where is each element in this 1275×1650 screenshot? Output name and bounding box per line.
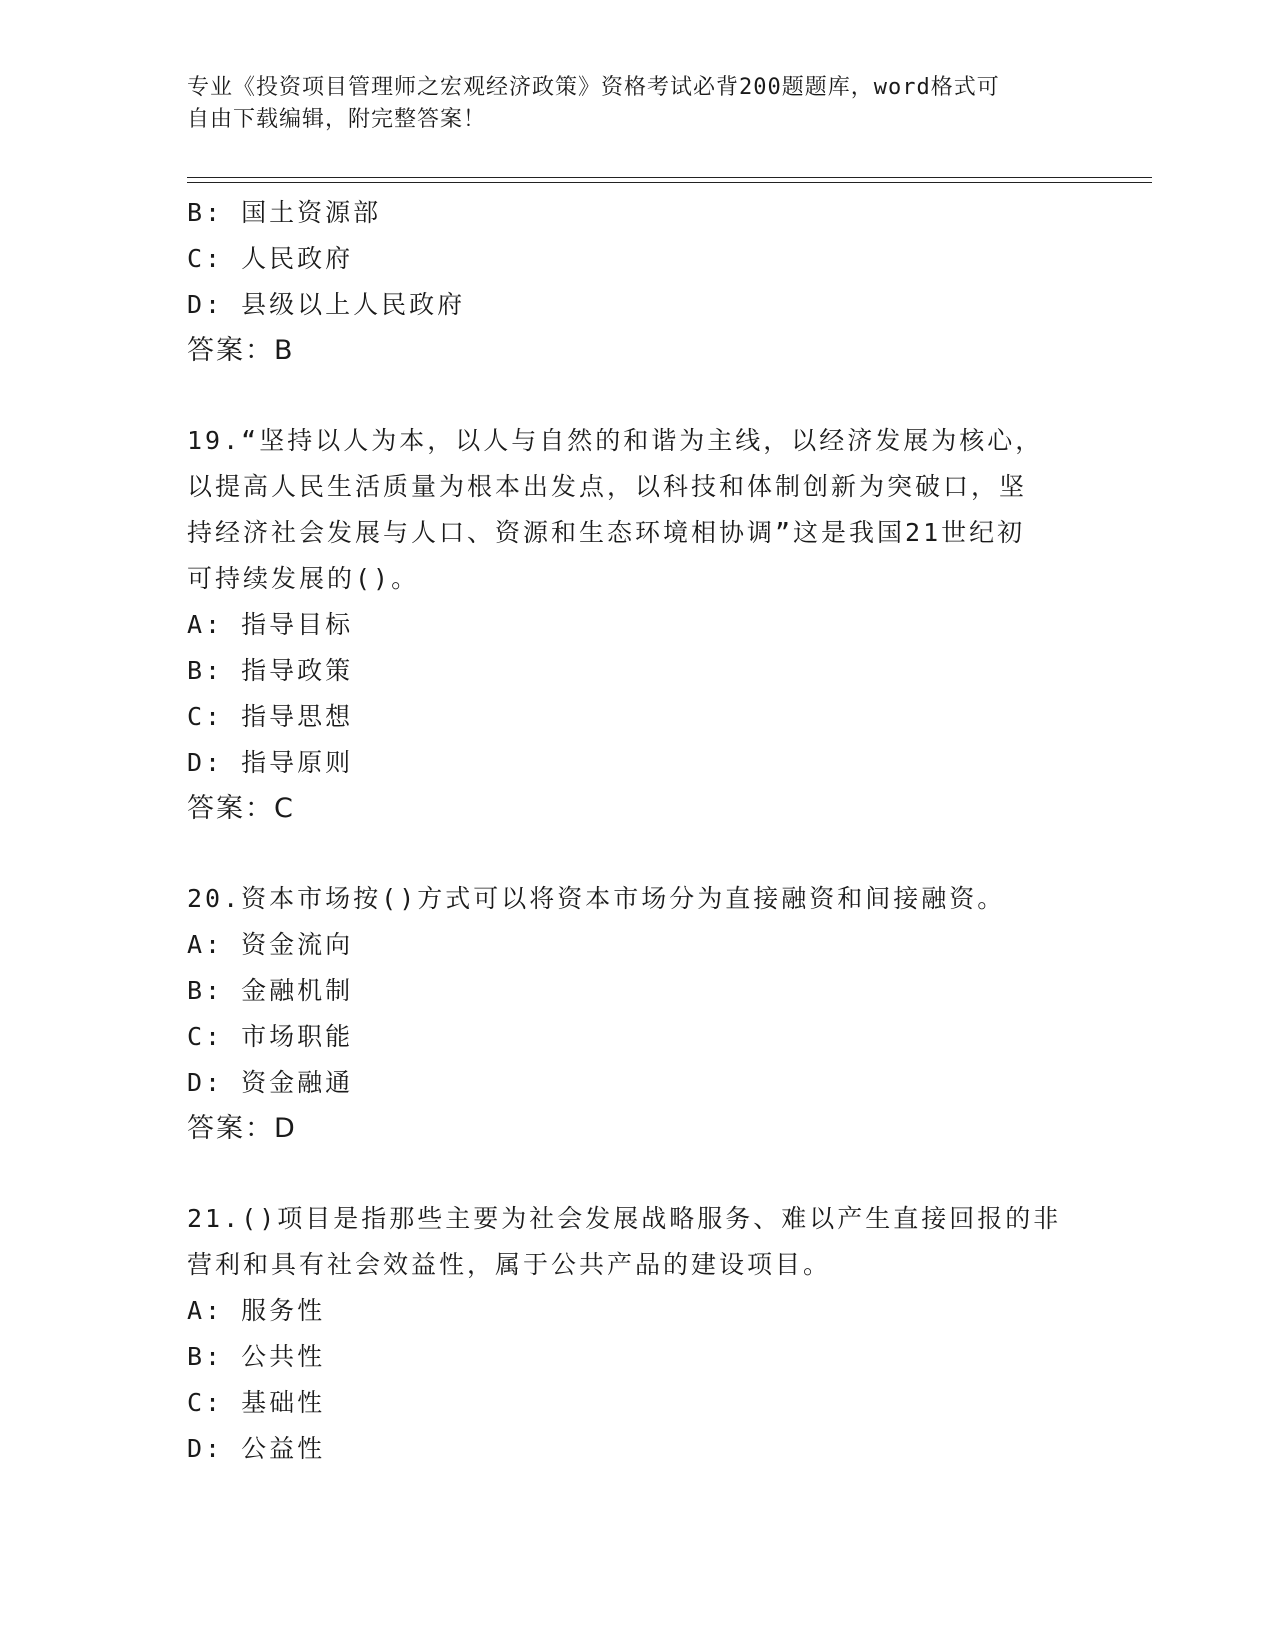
question-text-line: 以提高人民生活质量为根本出发点，以科技和体制创新为突破口，坚 [187, 472, 1028, 501]
question-19 [187, 418, 1087, 832]
question-21 [187, 1196, 1087, 1472]
question-list [187, 190, 1087, 1472]
option-d: D: 公益性 [187, 1434, 326, 1463]
option-d: D: 县级以上人民政府 [187, 290, 466, 319]
header-divider-bottom [187, 182, 1152, 183]
option-b: B: 金融机制 [187, 976, 354, 1005]
question-text-line: 20.资本市场按()方式可以将资本市场分为直接融资和间接融资。 [187, 884, 1006, 913]
question-text-line: 21.()项目是指那些主要为社会发展战略服务、难以产生直接回报的非 [187, 1204, 1062, 1233]
question-20 [187, 876, 1087, 1152]
option-b: B: 指导政策 [187, 656, 354, 685]
answer-line: 答案：C [187, 793, 295, 824]
option-a: A: 指导目标 [187, 610, 354, 639]
document-header [187, 72, 1087, 136]
header-line-2: 自由下载编辑，附完整答案！ [187, 107, 487, 132]
option-a: A: 服务性 [187, 1296, 326, 1325]
header-divider-top [187, 177, 1152, 178]
option-c: C: 人民政府 [187, 244, 354, 273]
question-text-line: 持经济社会发展与人口、资源和生态环境相协调”这是我国21世纪初 [187, 518, 1026, 547]
option-c: C: 市场职能 [187, 1022, 354, 1051]
question-text-line: 可持续发展的()。 [187, 564, 420, 593]
question-18-continued [187, 190, 1087, 374]
header-line-1: 专业《投资项目管理师之宏观经济政策》资格考试必背200题题库，word格式可 [187, 75, 1000, 100]
option-a: A: 资金流向 [187, 930, 354, 959]
option-d: D: 指导原则 [187, 748, 354, 777]
answer-line: 答案：D [187, 1113, 297, 1144]
question-text-line: 19.“坚持以人为本，以人与自然的和谐为主线，以经济发展为核心， [187, 426, 1044, 455]
question-text-line: 营利和具有社会效益性，属于公共产品的建设项目。 [187, 1250, 832, 1279]
option-c: C: 指导思想 [187, 702, 354, 731]
option-c: C: 基础性 [187, 1388, 326, 1417]
option-d: D: 资金融通 [187, 1068, 354, 1097]
answer-line: 答案：B [187, 335, 295, 366]
option-b: B: 国土资源部 [187, 198, 382, 227]
option-b: B: 公共性 [187, 1342, 326, 1371]
